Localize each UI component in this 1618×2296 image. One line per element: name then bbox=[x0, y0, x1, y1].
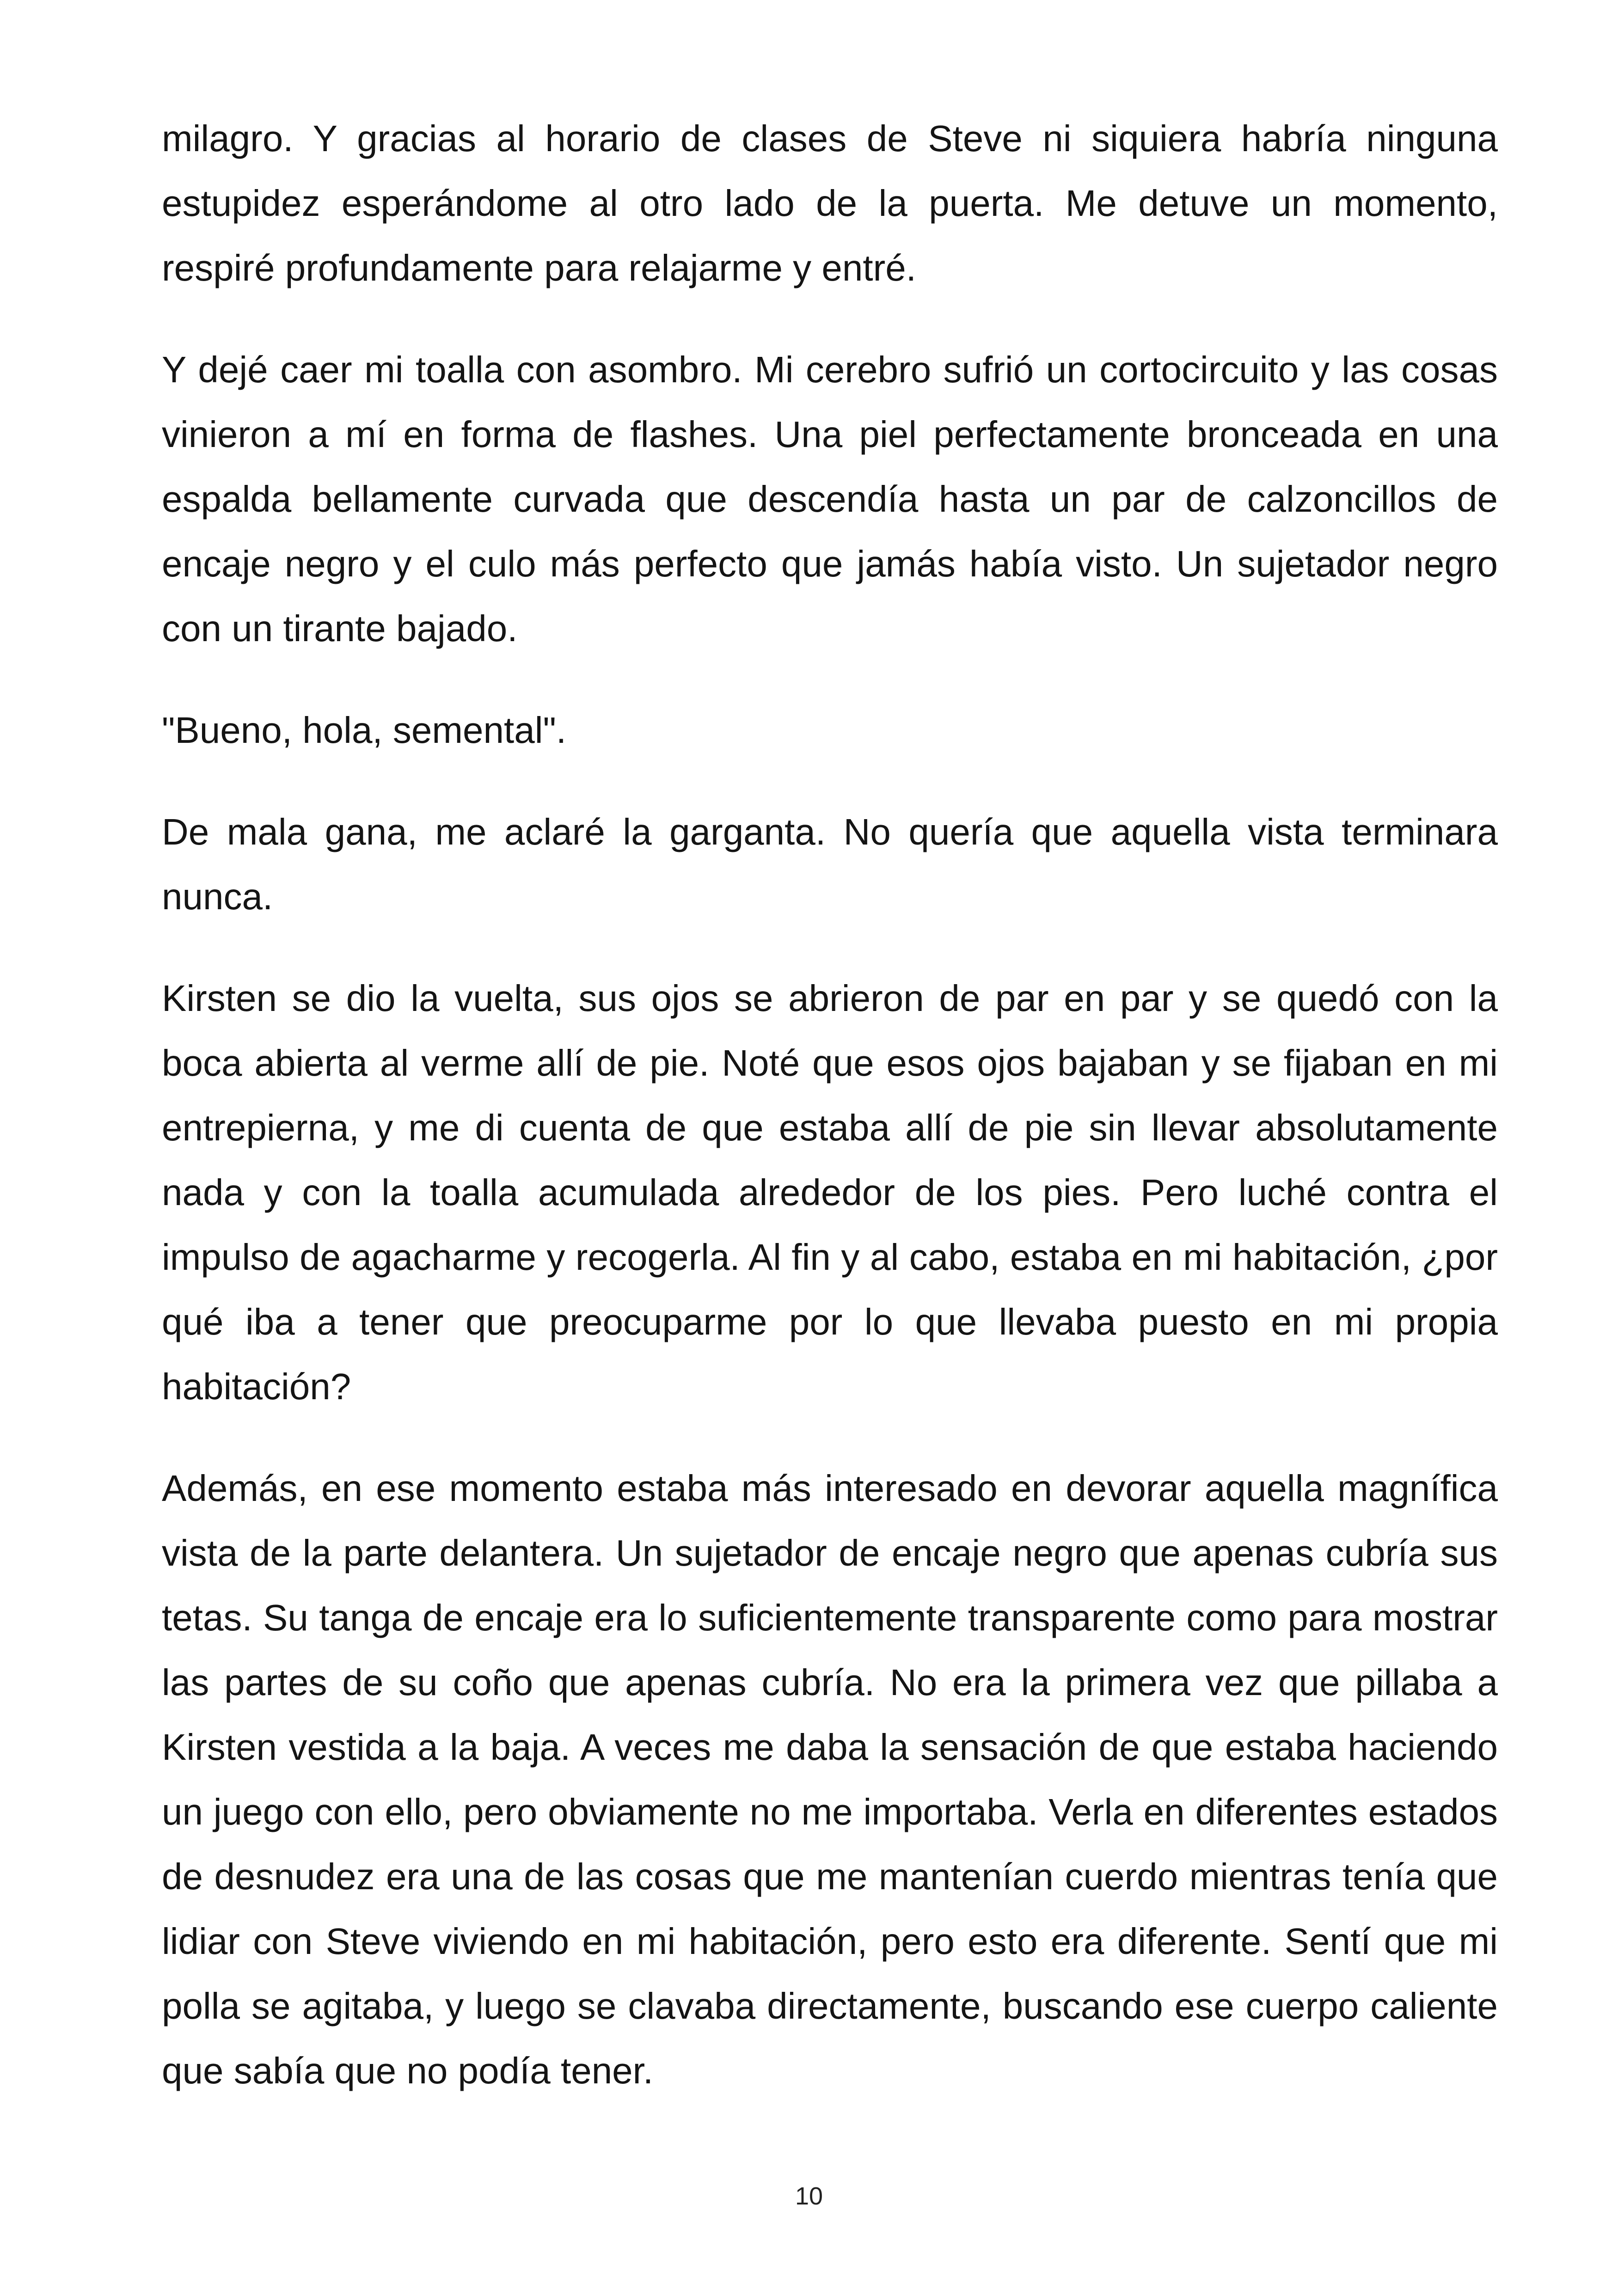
paragraph-6: Además, en ese momento estaba más interesado en devorar aquella magnífica vista de la parte delantera. Un sujetador de encaje negro que apenas cubría sus tetas. Su tanga de encaje era lo suficientemente transparente como para mostrar las partes de su coño que apenas cubría. No era la primera vez que pillaba a Kirsten vestida a la baja. A veces me daba la sensación de que estaba haciendo un juego con ello, pero obviamente no me importaba. Verla en diferentes estados de desnudez era una de las cosas que me mantenían cuerdo mientras tenía que lidiar con Steve viviendo en mi habitación, pero esto era diferente. Sentí que mi polla se agitaba, y luego se clavaba directamente, buscando ese cuerpo caliente que sabía que no podía tener. bbox=[162, 1468, 1498, 2091]
paragraph-3: "Bueno, hola, semental". bbox=[162, 710, 567, 751]
paragraph-5: Kirsten se dio la vuelta, sus ojos se abrieron de par en par y se quedó con la boca abierta al verme allí de pie. Noté que esos ojos bajaban y se fijaban en mi entrepierna, y me di cuenta de que estaba allí de pie sin llevar absolutamente nada y con la toalla acumulada alrededor de los pies. Pero luché contra el impulso de agacharme y recogerla. Al fin y al cabo, estaba en mi habitación, ¿por qué iba a tener que preocuparme por lo que llevaba puesto en mi propia habitación? bbox=[162, 978, 1498, 1407]
page-number: 10 bbox=[795, 2182, 823, 2210]
paragraph-4: De mala gana, me aclaré la garganta. No quería que aquella vista terminara nunca. bbox=[162, 811, 1498, 917]
document-body bbox=[162, 106, 1498, 2103]
paragraph-2: Y dejé caer mi toalla con asombro. Mi cerebro sufrió un cortocircuito y las cosas vinieron a mí en forma de flashes. Una piel perfectamente bronceada en una espalda bellamente curvada que descendía hasta un par de calzoncillos de encaje negro y el culo más perfecto que jamás había visto. Un sujetador negro con un tirante bajado. bbox=[162, 349, 1498, 649]
paragraph-1: milagro. Y gracias al horario de clases de Steve ni siquiera habría ninguna estupidez esperándome al otro lado de la puerta. Me detuve un momento, respiré profundamente para relajarme y entré. bbox=[162, 118, 1498, 288]
